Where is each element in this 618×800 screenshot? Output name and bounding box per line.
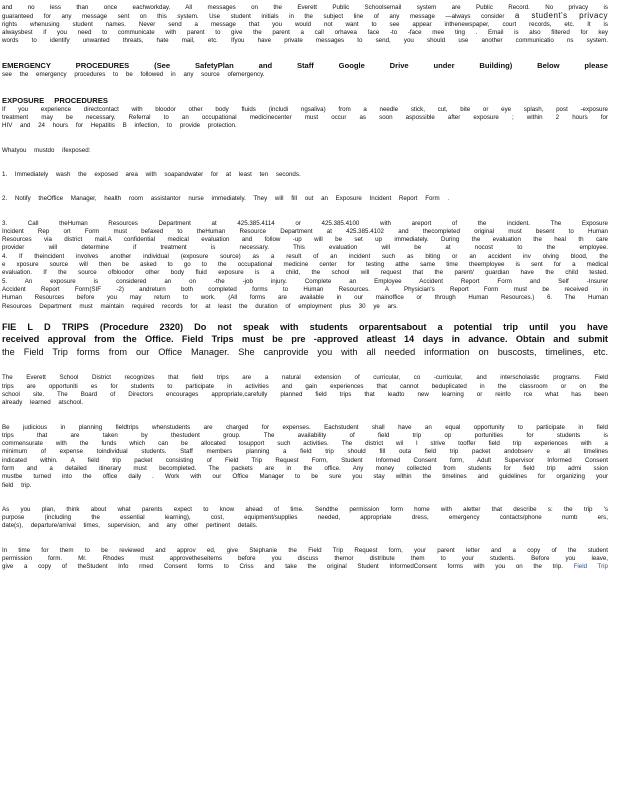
heading-line: received approval from the Office. Field Trips must be pre -approved atleast 14 days in advance. Obtain and submit xyxy=(2,334,608,345)
exposure-step-2: 2. Notify theOffice Manager, health room assistantor nurse immediately. They will fill out an Exposure Incident Report Form . xyxy=(2,195,450,203)
text-line: Human Resources before you may return to work. (All forms are available in our mainoffice or through Human Resources.) 6. The Human xyxy=(2,294,608,302)
text-line: and no less than once eachworkday. All messages on the Everett Public Schoolsemail system are Public Record. No privacy is xyxy=(2,4,608,11)
text-line: field trip. xyxy=(2,481,32,489)
text-line: Be judicious in planning fieldtrips whenstudents are charged for expenses. Eachstudent shall have an equal opportunity to participate in field xyxy=(2,423,608,431)
text-line: In time for them to be reviewed and approv ed, give Stephanie the Field Trip Request form, your parent letter and a copy of the student xyxy=(2,546,608,554)
privacy-phrase: a student's privacy xyxy=(514,12,608,21)
text-line: guaranteed for any message sent on this system. Use student initials in the subject line of any message —always consider a student's privacy xyxy=(2,12,608,21)
field-trips-paragraph-1 xyxy=(2,374,608,407)
text-line: 3. Call theHuman Resources Department at 425.385.4114 or 425.385.4100 with areport of the incident. The Exposure xyxy=(2,219,608,227)
exposure-heading: EXPOSURE PROCEDURES xyxy=(2,95,108,105)
text-line: e xposure source will then be asked to go to the occupational medicine center for testing atthe same time theemployee is sent for a medical xyxy=(2,261,608,269)
field-trip-link-text: Field Trip xyxy=(573,563,608,571)
text-line: Incident Rep ort Form must befaxed to theHuman Resource Department at 425.385.4102 and thecompleted original must besent to Human xyxy=(2,227,608,235)
text-line: already learned atschool. xyxy=(2,399,84,407)
text-line: As you plan, think about what parents expect to know ahead of time. Sendthe permission form home with aletter that describe s: the trip 's xyxy=(2,505,608,513)
exposure-steps-block xyxy=(2,220,608,311)
field-trips-paragraph-3 xyxy=(2,506,608,531)
text-line: Accident Report Form(SIF -2) andreturn both completed forms to Human Resources. A Physician's Report Form must be received in xyxy=(2,285,608,293)
text-line: purpose (including the essential learning), cost, equipment/supplies needed, appropriate dress, emergency contacts/phone numb ers, xyxy=(2,514,608,522)
emergency-heading: EMERGENCY PROCEDURES (See SafetyPlan and Staff Google Drive under Building) Below please xyxy=(2,61,608,71)
text-line: provider will determine if treatment is necessary. This evaluation will be at nocost to the employee. xyxy=(2,244,608,252)
text-line: trips are opportuniti es for students to participate in activities and gain experiences that cannot beduplicated in the classroom or on the xyxy=(2,382,608,390)
text-line: give a copy of theStudent Info rmed Consent forms to Criss and take the original Student InformedConsent forms with you on the trip. Field Trip xyxy=(2,563,608,571)
heading-line: FIE L D TRIPS (Procedure 2320) Do not speak with students orparentsabout a potential trip until you have xyxy=(2,321,608,332)
text-line: permission form. Mr. Rhodes must approvetheseitems before you discuss themor distribute them to your students. Before you leave, xyxy=(2,555,608,563)
heading-line: the Field Trip forms from our Office Manager. She canprovide you with all needed information on buscosts, timelines, etc. xyxy=(2,346,608,357)
field-trips-paragraph-4 xyxy=(2,547,608,572)
text-line: trips that are taken by thestudent group. The availability of field trip op portunities for students is xyxy=(2,431,608,439)
text-line: date(s), departure/arrival times, supervision, and any other pertinent details. xyxy=(2,522,258,530)
text-line: form and a detailed itinerary must becompleted. The packets are in the office. Any money collected from students for field trip admi ssion xyxy=(2,465,608,472)
text-line: evaluation. If the source ofbloodor other body fluid exposure is a child, the school will request that the parent/ guardian have the child tested. xyxy=(2,269,608,277)
intro-paragraph xyxy=(2,4,608,45)
text-line: school site. The Board of Directors encourages appropriate,carefully planned field trips that leadto new learning or reinfo rce what has been xyxy=(2,390,608,398)
emergency-line: see the emergency procedures to be followed in any source ofemergency. xyxy=(2,71,265,79)
text-line: minimum of expense toindividual students. Staff members planning a field trip should fill outa field trip packet andobserv e all timelines xyxy=(2,448,608,456)
field-trips-heading xyxy=(2,321,608,359)
text-line: Resources Department must maintain required records for at least the duration of employment plus 30 ye ars. xyxy=(2,302,398,310)
text-line: 5. An exposure is considered an on -the -job injury. Complete an Employee Accident Report Form and Self -Insurer xyxy=(2,277,608,285)
text-line: HIV and 24 hours for Hepatitis B infection, to provide protection. xyxy=(2,122,237,130)
text-line: alwaysbest if you need to communicate with parent to give the parent a call orhavea face -to -face mee ting . Email is also filtered for key xyxy=(2,28,608,36)
text-line: rights whenusing student names. Never send a message that you would not want to see appear inthenewspaper, court records, etc. It is xyxy=(2,20,608,28)
text-line: commensurate with the funds which can be allocated tosupport such activities. The district wil l strive tooffer field trip experiences with a xyxy=(2,440,608,448)
text-line: mustbe turned into the office daily . Work with our Office Manager to be sure you stay within the timelines and guidelines for organizing your xyxy=(2,473,608,481)
text-line: 4. If theincident involves another individual (exposure source) as a result of an incident such as biting or an accident inv olving blood, the xyxy=(2,252,608,260)
text-line: indicated within. A field trip packet consisting of Field Trip Request Form, Student Informed Consent form, Adult Supervisor Informed Consent xyxy=(2,456,608,464)
text-line: treatment may be necessary. Referral to an occupational medicinecenter must occur as soon aspossible after exposure ; within 2 hours for xyxy=(2,114,608,122)
exposure-instructions: Whatyou mustdo ifexposed: xyxy=(2,146,91,154)
field-trips-paragraph-2 xyxy=(2,424,608,490)
text-line: If you experience directcontact with bloodor other body fluids (includi ngsaliva) from a needle stick, cut, bite or eye splash, post -exposure xyxy=(2,105,608,113)
text-line: Resources via district mail.A confidential medical evaluation and follow -up will be set up immediately. During the evaluation the heal th care xyxy=(2,236,608,244)
exposure-step-1: 1. Immediately wash the exposed area with soapandwater for at least ten seconds. xyxy=(2,170,301,178)
text-line: The Everett School District recognizes that field trips are a natural extension of curricular, co -curricular, and interscholastic programs. Field xyxy=(2,374,608,382)
text-line: words to identify unwanted threats, hate mail, etc. Ifyou have private messages to send, you should use another communicatio ns system. xyxy=(2,37,608,45)
